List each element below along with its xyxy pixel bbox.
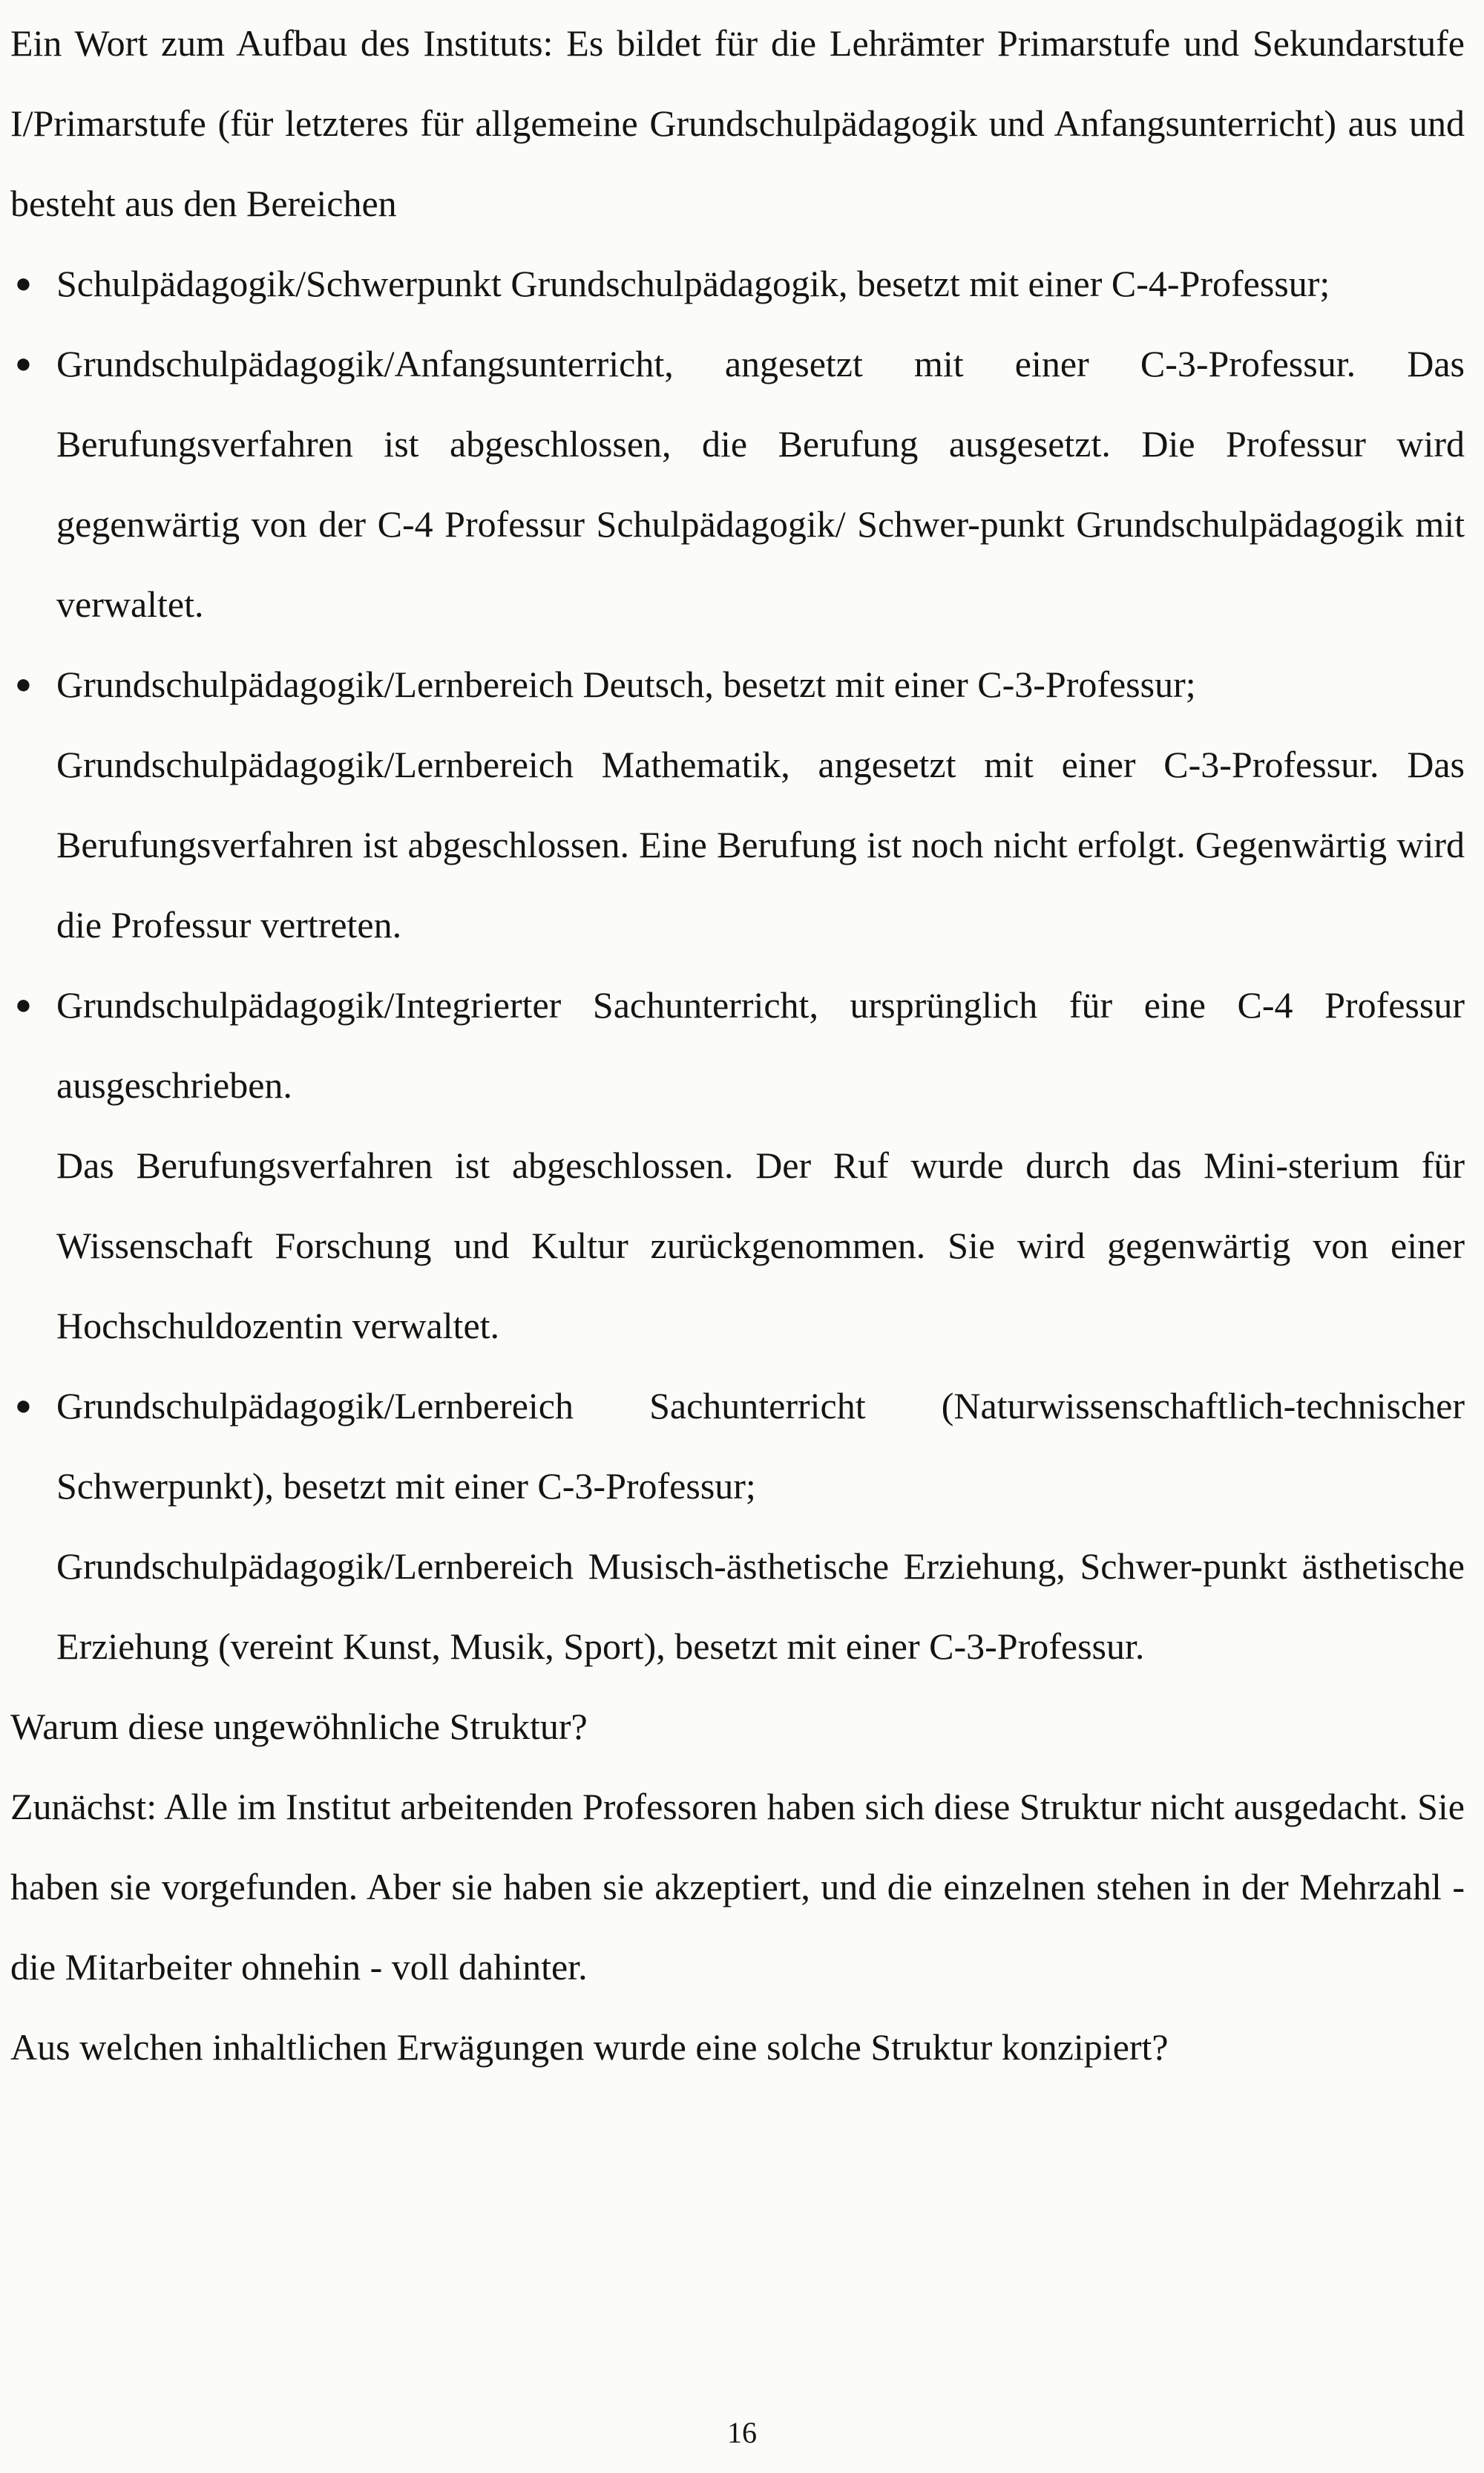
bullet-item <box>10 324 1465 644</box>
bullet-text: Grundschulpädagogik/Anfangsunterricht, angesetzt mit einer C-3-Professur. Das Berufungsverfahren ist abgeschlossen, die Berufung ausgesetzt. Die Professur wird gegenwärtig von der C-4 Professur Schulpädagogik/ Schwer-punkt Grundschulpädagogik mit verwaltet. <box>56 343 1465 625</box>
question-paragraph: Aus welchen inhaltlichen Erwägungen wurde eine solche Struktur konzipiert? <box>10 2026 1169 2068</box>
page-number: 16 <box>727 2416 757 2449</box>
bullet-text: Grundschulpädagogik/Lernbereich Mathematik, angesetzt mit einer C-3-Professur. Das Berufungsverfahren ist abgeschlossen. Eine Berufung ist noch nicht erfolgt. Gegenwärtig wird die Professur vertreten. <box>56 744 1465 946</box>
bullet-dot-icon: ● <box>15 348 32 379</box>
bullet-dot-icon: ● <box>15 268 32 299</box>
bullet-text: Grundschulpädagogik/Lernbereich Sachunterricht (Naturwissenschaftlich-technischer Schwerpunkt), besetzt mit einer C-3-Professur; <box>56 1385 1465 1507</box>
bullet-item <box>10 243 1465 324</box>
bullet-text: Das Berufungsverfahren ist abgeschlossen. Der Ruf wurde durch das Mini-sterium für Wissenschaft Forschung und Kultur zurückgenommen. Sie wird gegenwärtig von einer Hochschuldozentin verwaltet. <box>56 1144 1465 1346</box>
bullet-text: Grundschulpädagogik/Lernbereich Musisch-ästhetische Erziehung, Schwer-punkt ästhetische Erziehung (vereint Kunst, Musik, Sport), besetzt mit einer C-3-Professur. <box>56 1545 1465 1667</box>
bullet-item <box>10 1366 1465 1686</box>
bullet-text: Schulpädagogik/Schwerpunkt Grundschulpädagogik, besetzt mit einer C-4-Professur; <box>56 263 1330 304</box>
bullet-dot-icon: ● <box>15 669 32 700</box>
bullet-item <box>10 965 1465 1366</box>
bullet-list <box>10 243 1465 1686</box>
question-paragraph: Warum diese ungewöhnliche Struktur? <box>10 1706 588 1747</box>
bullet-text: Grundschulpädagogik/Lernbereich Deutsch, besetzt mit einer C-3-Professur; <box>56 664 1196 705</box>
answer-paragraph: Zunächst: Alle im Institut arbeitenden Professoren haben sich diese Struktur nicht ausgedacht. Sie haben sie vorgefunden. Aber sie haben sie akzeptiert, und die einzelnen stehen in der Mehrzahl - die Mitarbeiter ohnehin - voll dahinter. <box>10 1786 1465 1988</box>
bullet-dot-icon: ● <box>15 1390 32 1421</box>
bullet-dot-icon: ● <box>15 989 32 1021</box>
document-page <box>10 0 1465 2087</box>
bullet-item <box>10 644 1465 965</box>
bullet-text: Grundschulpädagogik/Integrierter Sachunterricht, ursprünglich für eine C-4 Professur ausgeschrieben. <box>56 984 1465 1106</box>
intro-paragraph: Ein Wort zum Aufbau des Instituts: Es bildet für die Lehrämter Primarstufe und Sekundarstufe I/Primarstufe (für letzteres für allgemeine Grundschulpädagogik und Anfangsunterricht) aus und besteht aus den Bereichen <box>10 22 1465 224</box>
